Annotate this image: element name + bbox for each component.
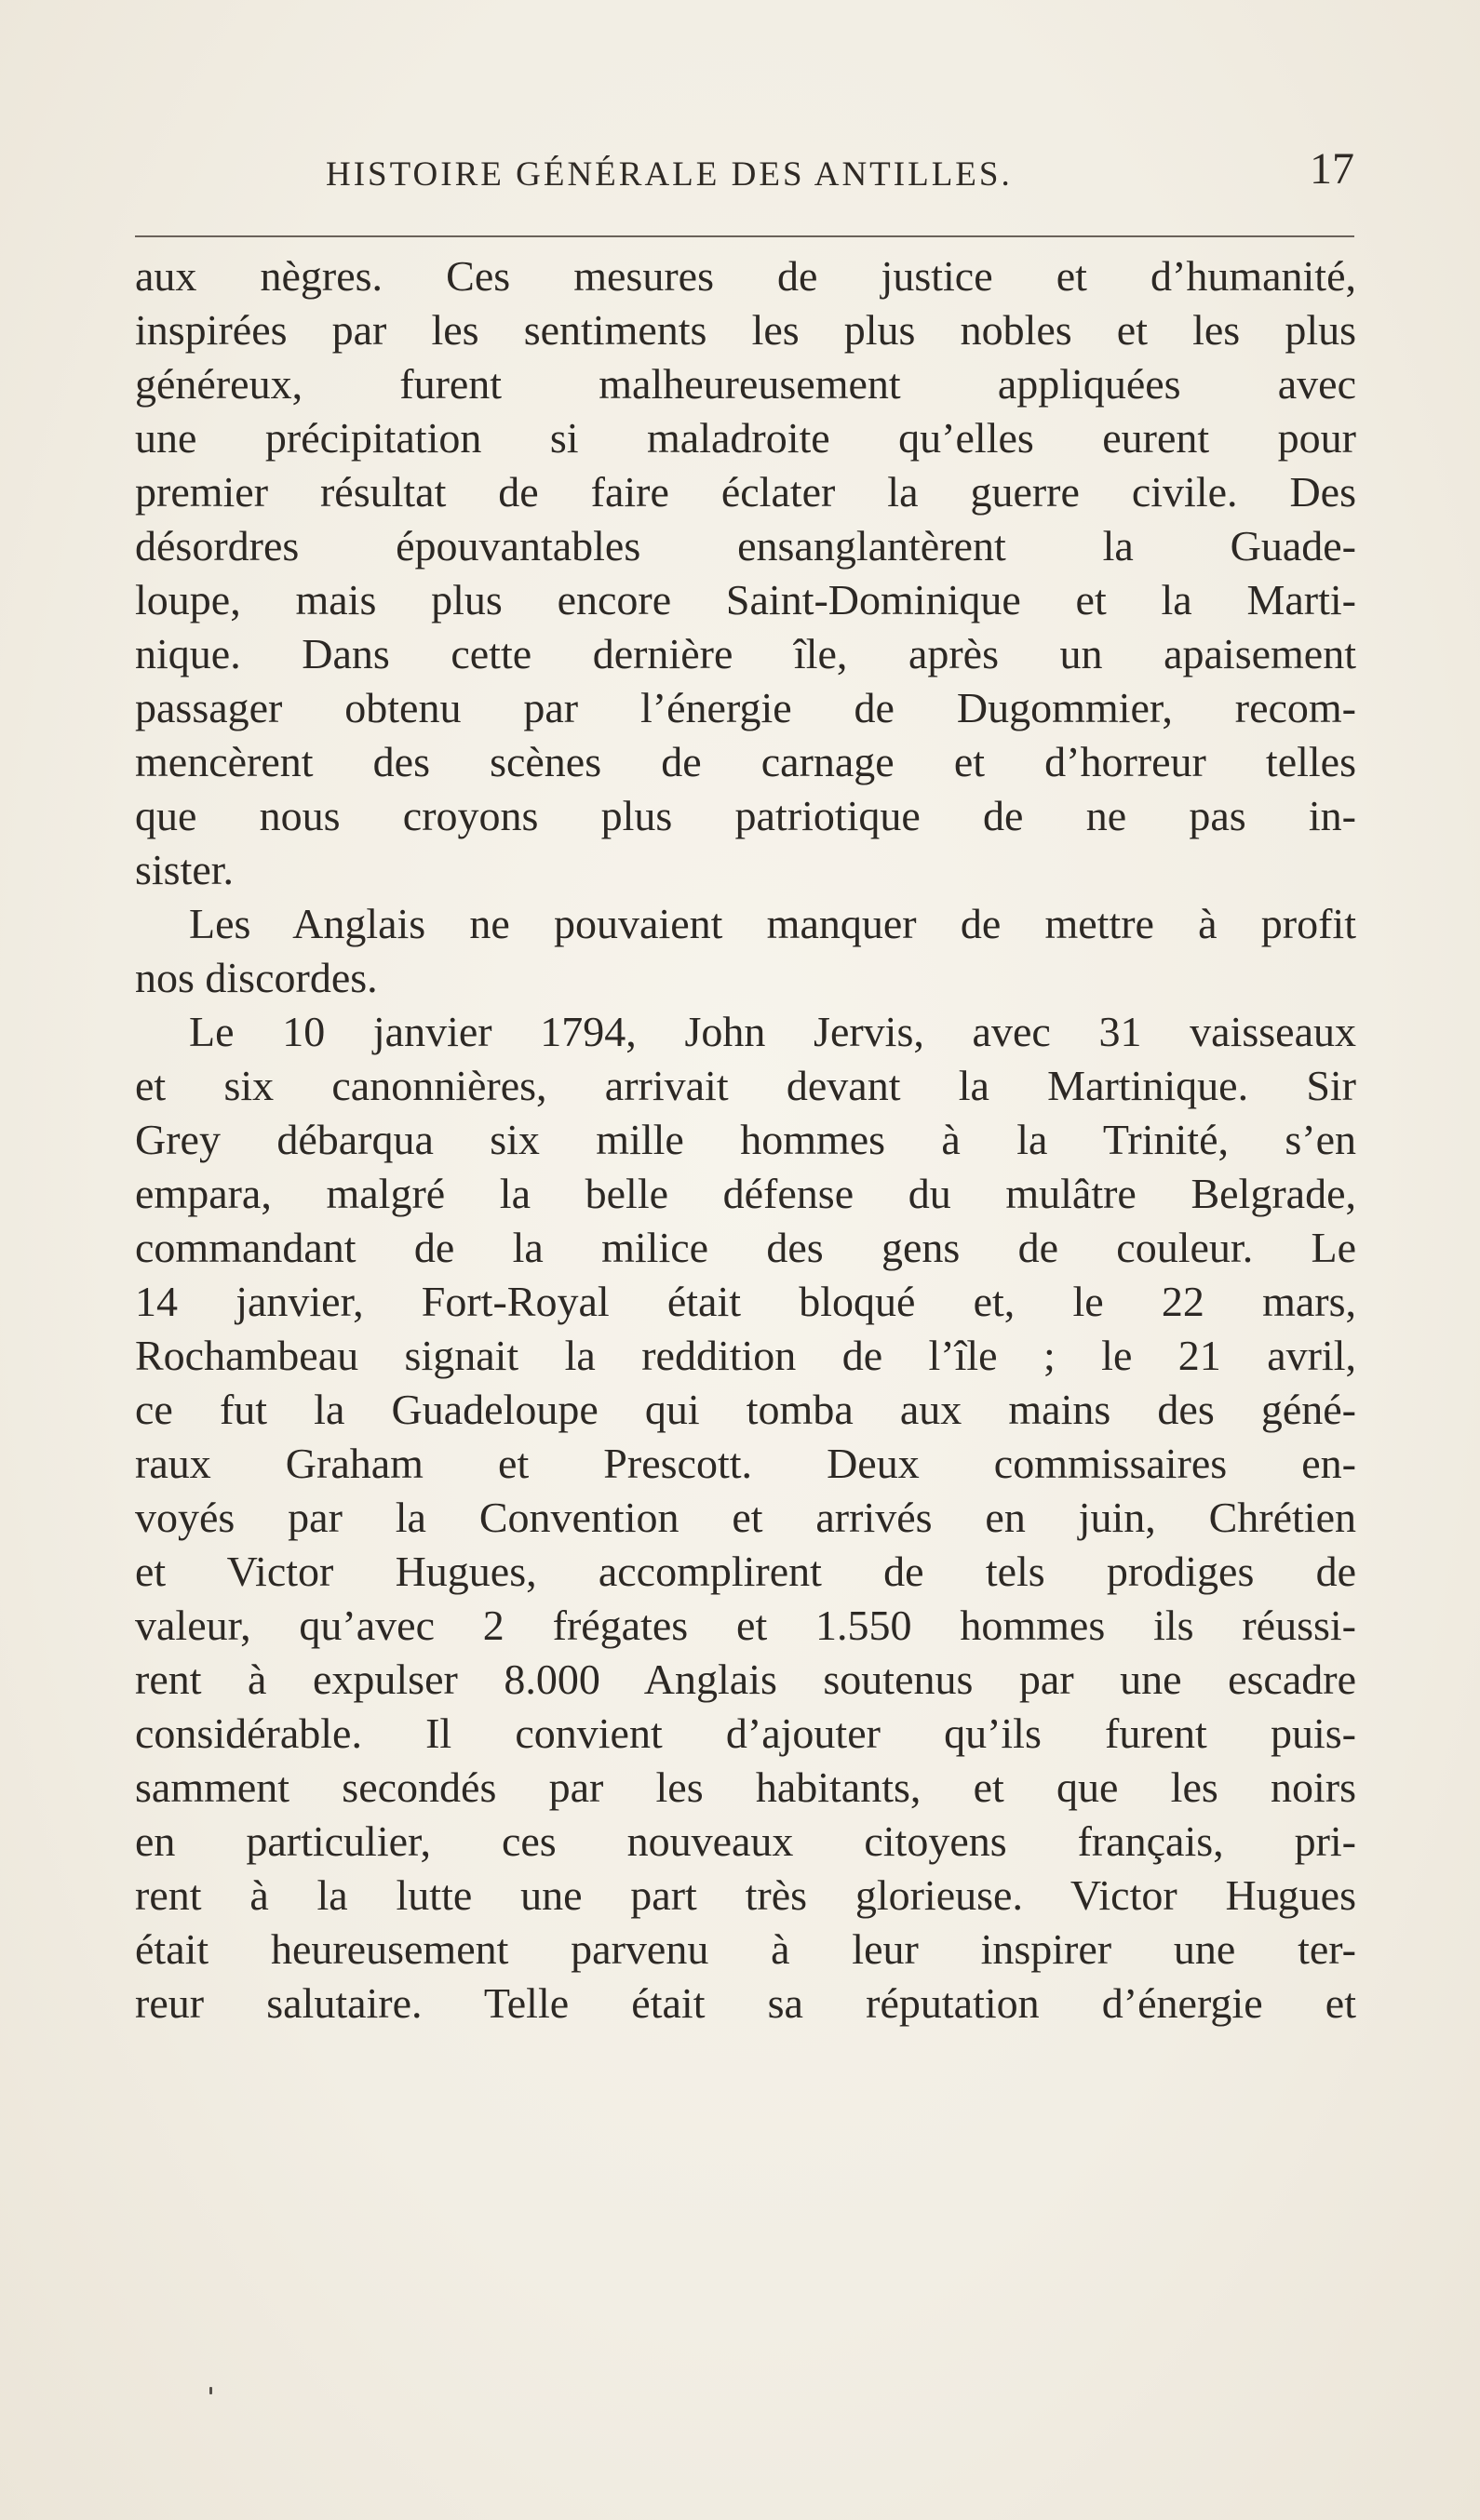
- text-line: valeur, qu’avec 2 frégates et 1.550 hommes ils réussi-: [135, 1602, 1356, 1649]
- running-title: HISTOIRE GÉNÉRALE DES ANTILLES.: [326, 155, 1013, 194]
- text-line: Les Anglais ne pouvaient manquer de mettre à profit: [189, 900, 1356, 947]
- text-line: considérable. Il convient d’ajouter qu’ils furent puis-: [135, 1709, 1356, 1757]
- text-line: rent à expulser 8.000 Anglais soutenus par une escadre: [135, 1655, 1356, 1703]
- text-line: que nous croyons plus patriotique de ne pas in-: [135, 792, 1356, 839]
- paragraph: [135, 897, 1356, 1005]
- text-line: était heureusement parvenu à leur inspirer une ter-: [135, 1925, 1356, 1973]
- text-line: généreux, furent malheureusement appliquées avec: [135, 360, 1356, 408]
- text-line: empara, malgré la belle défense du mulâtre Belgrade,: [135, 1170, 1356, 1217]
- text-line: une précipitation si maladroite qu’elles eurent pour: [135, 414, 1356, 462]
- text-line: et Victor Hugues, accomplirent de tels prodiges de: [135, 1548, 1356, 1595]
- page-header: [135, 144, 1354, 203]
- text-line: inspirées par les sentiments les plus nobles et les plus: [135, 306, 1356, 354]
- text-line: 14 janvier, Fort-Royal était bloqué et, le 22 mars,: [135, 1278, 1356, 1325]
- text-line: loupe, mais plus encore Saint-Dominique et la Marti-: [135, 576, 1356, 623]
- text-line: nique. Dans cette dernière île, après un apaisement: [135, 630, 1356, 677]
- text-line: désordres épouvantables ensanglantèrent la Guade-: [135, 522, 1356, 570]
- text-line: passager obtenu par l’énergie de Dugommier, recom-: [135, 684, 1356, 731]
- header-rule: [135, 235, 1354, 237]
- text-line: Rochambeau signait la reddition de l’île ; le 21 avril,: [135, 1332, 1356, 1379]
- text-line: Grey débarqua six mille hommes à la Trinité, s’en: [135, 1116, 1356, 1163]
- text-line: et six canonnières, arrivait devant la Martinique. Sir: [135, 1062, 1356, 1109]
- text-line: premier résultat de faire éclater la guerre civile. Des: [135, 468, 1356, 516]
- text-line: commandant de la milice des gens de couleur. Le: [135, 1224, 1356, 1271]
- text-line: en particulier, ces nouveaux citoyens français, pri-: [135, 1817, 1356, 1865]
- text-line: raux Graham et Prescott. Deux commissaires en-: [135, 1440, 1356, 1487]
- text-line: Le 10 janvier 1794, John Jervis, avec 31 vaisseaux: [189, 1008, 1356, 1055]
- text-line: nos discordes.: [135, 954, 378, 1001]
- text-line: rent à la lutte une part très glorieuse. Victor Hugues: [135, 1871, 1356, 1919]
- paragraph: [135, 249, 1356, 897]
- body-text: [135, 249, 1356, 2031]
- page-number: 17: [1310, 144, 1354, 194]
- text-line: reur salutaire. Telle était sa réputation d’énergie et: [135, 1979, 1356, 2027]
- text-line: aux nègres. Ces mesures de justice et d’humanité,: [135, 252, 1356, 300]
- ink-speck: [209, 2387, 212, 2394]
- text-line: samment secondés par les habitants, et que les noirs: [135, 1763, 1356, 1811]
- text-line: mencèrent des scènes de carnage et d’horreur telles: [135, 738, 1356, 785]
- text-line: voyés par la Convention et arrivés en juin, Chrétien: [135, 1494, 1356, 1541]
- text-line: ce fut la Guadeloupe qui tomba aux mains des géné-: [135, 1386, 1356, 1433]
- text-line: sister.: [135, 846, 235, 893]
- paragraph: [135, 1005, 1356, 2031]
